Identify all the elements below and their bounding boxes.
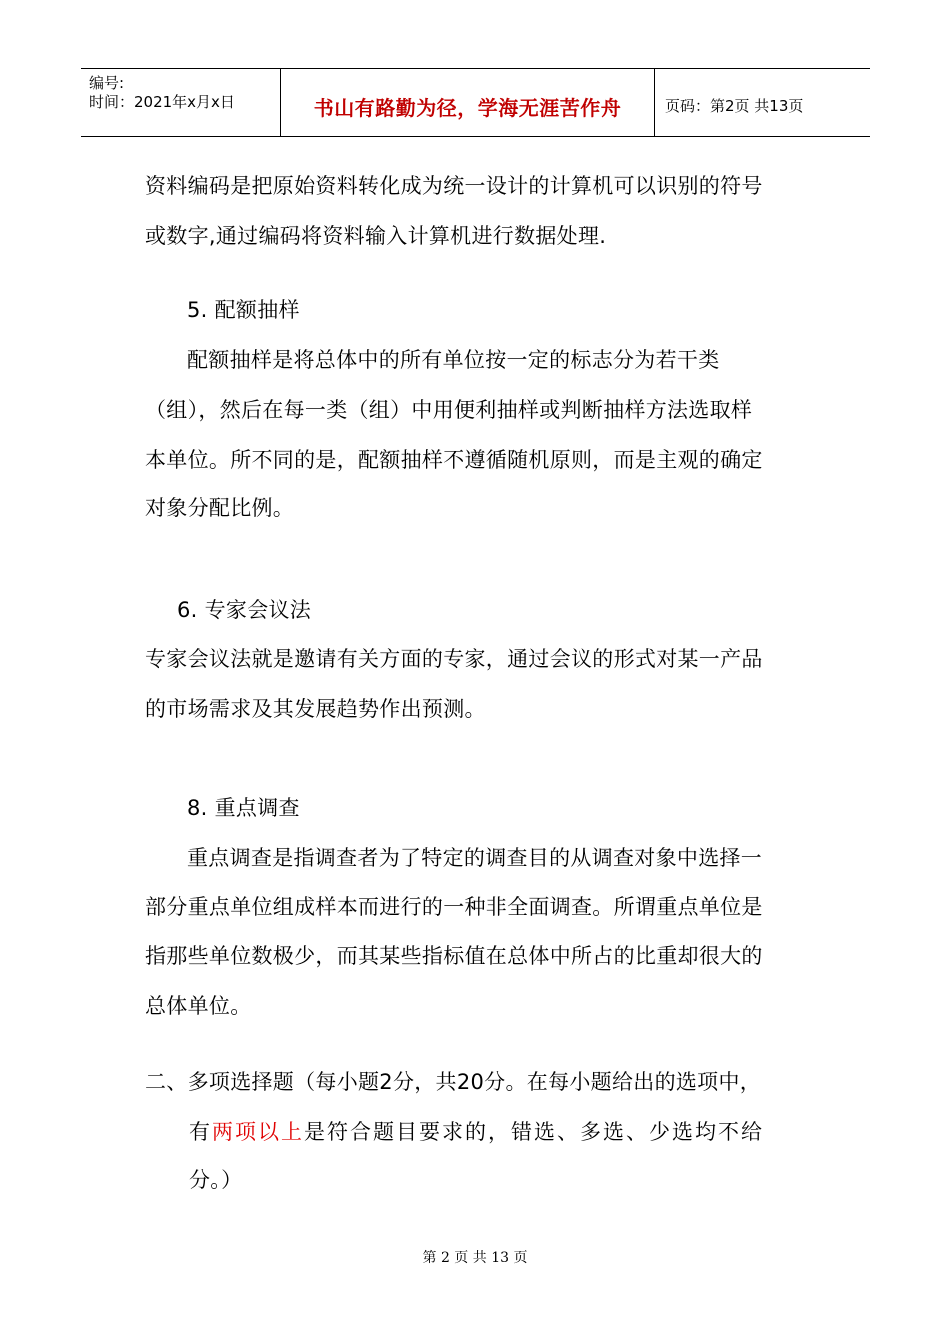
paragraph-quota-line-2: （组），然后在每一类（组）中用便利抽样或判断抽样方法选取样 xyxy=(145,398,753,422)
header-page-info: 页码：第2页 共13页 xyxy=(665,97,804,115)
paragraph-expert-line-1: 专家会议法就是邀请有关方面的专家，通过会议的形式对某一产品 xyxy=(145,647,763,671)
header-meta-cell xyxy=(81,69,281,136)
paragraph-key-line-1: 重点调查是指调查者为了特定的调查目的从调查对象中选择一 xyxy=(187,846,763,870)
section-2-highlight: 两项以上 xyxy=(212,1120,304,1144)
paragraph-key-line-3: 指那些单位数极少，而其某些指标值在总体中所占的比重却很大的 xyxy=(145,944,763,968)
paragraph-quota-line-3: 本单位。所不同的是，配额抽样不遵循随机原则，而是主观的确定 xyxy=(145,448,763,472)
section-2-prefix: 有 xyxy=(189,1120,212,1144)
paragraph-quota-line-1: 配额抽样是将总体中的所有单位按一定的标志分为若干类 xyxy=(187,348,720,372)
paragraph-coding-line-2: 或数字,通过编码将资料输入计算机进行数据处理. xyxy=(145,224,607,248)
paragraph-expert-line-2: 的市场需求及其发展趋势作出预测。 xyxy=(145,697,486,721)
header-motto: 书山有路勤为径，学海无涯苦作舟 xyxy=(313,96,622,120)
heading-expert-meeting: 6. 专家会议法 xyxy=(177,598,312,622)
header-motto-cell xyxy=(281,69,655,136)
document-time-label: 时间：2021年x月x日 xyxy=(89,93,235,111)
page-footer: 第 2 页 共 13 页 xyxy=(422,1250,528,1266)
heading-key-survey: 8. 重点调查 xyxy=(187,796,300,820)
document-number-label: 编号: xyxy=(89,74,125,92)
paragraph-coding-line-1: 资料编码是把原始资料转化成为统一设计的计算机可以识别的符号 xyxy=(145,174,763,198)
paragraph-quota-line-4: 对象分配比例。 xyxy=(145,496,295,520)
document-header xyxy=(81,68,870,137)
section-2-heading-line-2 xyxy=(189,1120,764,1144)
section-2-heading-line-3: 分。） xyxy=(189,1168,243,1192)
header-page-cell xyxy=(655,69,870,136)
heading-quota-sampling: 5. 配额抽样 xyxy=(187,298,300,322)
section-2-heading-line-1: 二、多项选择题（每小题2分，共20分。在每小题给出的选项中， xyxy=(145,1070,762,1094)
paragraph-key-line-4: 总体单位。 xyxy=(145,994,252,1018)
section-2-suffix: 是符合题目要求的，错选、多选、少选均不给 xyxy=(304,1120,764,1144)
paragraph-key-line-2: 部分重点单位组成样本而进行的一种非全面调查。所谓重点单位是 xyxy=(145,895,763,919)
